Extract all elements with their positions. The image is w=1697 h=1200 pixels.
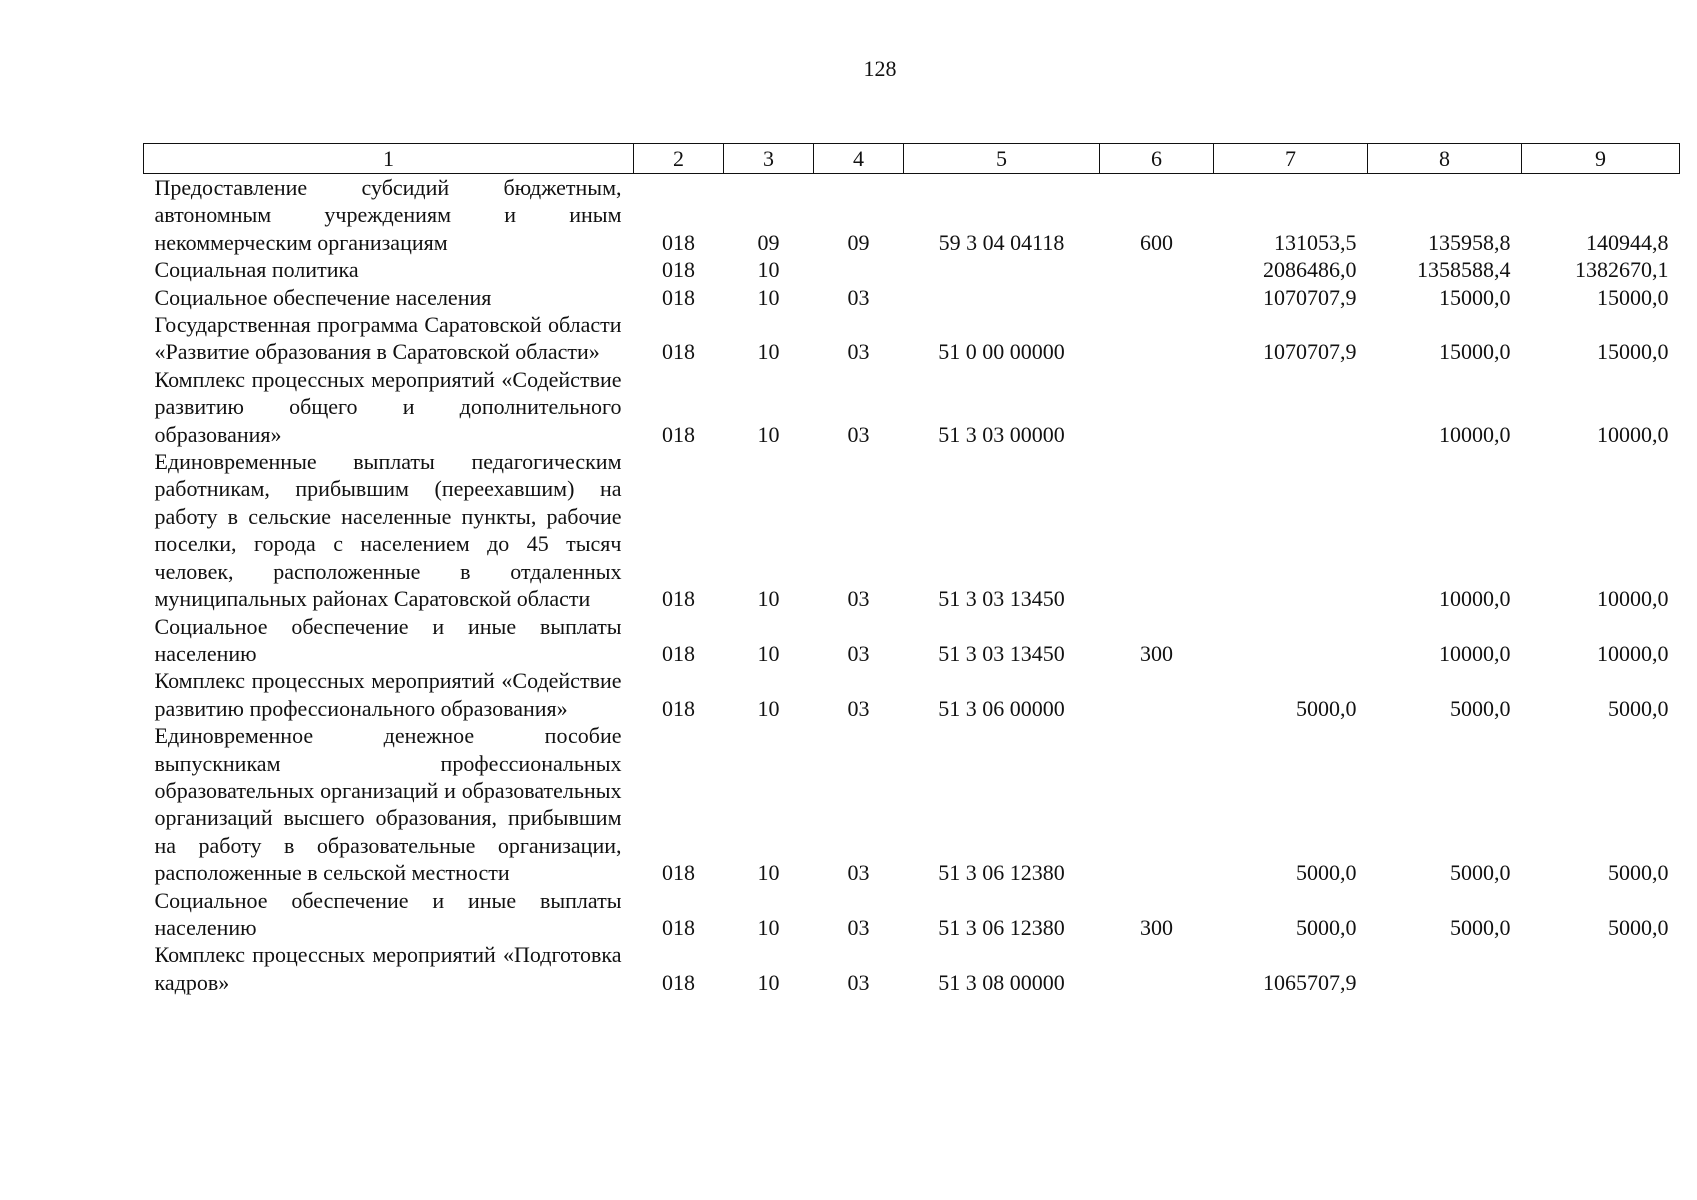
expense-type-code: 600: [1140, 229, 1173, 255]
subsection-code: 03: [847, 914, 870, 940]
table-row: [144, 448, 1680, 612]
amount-col-9: [1522, 941, 1680, 996]
target-article-code: 51 3 03 13450: [938, 640, 1065, 666]
target-article-code: 51 3 06 12380: [938, 860, 1065, 886]
row-name: Социальное обеспечение и иные выплаты населению: [154, 613, 622, 666]
row-name: Единовременные выплаты педагогическим работникам, прибывшим (переехавшим) на работу в сельские населенные пункты, рабочие поселки, города с населением до 45 тысяч человек, расположенные в отдаленных муниципальных районах Саратовской области: [154, 449, 622, 612]
target-article-code: 51 3 06 12380: [938, 914, 1065, 940]
header-cell-4: 4: [814, 144, 904, 174]
subsection-code: 03: [847, 695, 870, 721]
header-cell-9: 9: [1522, 144, 1680, 174]
target-article-code: [904, 256, 1100, 283]
table-row: [144, 284, 1680, 311]
section-code: 10: [757, 257, 780, 283]
expense-type-code: [1100, 941, 1214, 996]
row-name: Государственная программа Саратовской области «Развитие образования в Саратовской области»: [154, 312, 622, 365]
header-row: [144, 144, 1680, 174]
expense-type-code: [1100, 722, 1214, 886]
ministry-code: 018: [662, 969, 695, 995]
ministry-code: 018: [662, 914, 695, 940]
row-name: Единовременное денежное пособие выпускникам профессиональных образовательных организаций и образовательных организаций высшего образования, прибывшим на работу в образовательные организации, расположенные в сельской местности: [154, 723, 622, 886]
target-article-code: 51 3 06 00000: [938, 695, 1065, 721]
table-row: [144, 667, 1680, 722]
header-cell-7: 7: [1214, 144, 1368, 174]
section-code: 10: [757, 860, 780, 886]
section-code: 10: [757, 969, 780, 995]
section-code: 10: [757, 284, 780, 310]
ministry-code: 018: [662, 640, 695, 666]
expense-type-code: [1100, 284, 1214, 311]
row-name: Социальное обеспечение населения: [154, 284, 492, 310]
table-row: [144, 722, 1680, 886]
subsection-code: 03: [847, 339, 870, 365]
section-code: 10: [757, 640, 780, 666]
ministry-code: 018: [662, 229, 695, 255]
target-article-code: 51 3 03 13450: [938, 586, 1065, 612]
subsection-code: 03: [847, 284, 870, 310]
section-code: 10: [757, 914, 780, 940]
table-row: [144, 311, 1680, 366]
ministry-code: 018: [662, 339, 695, 365]
subsection-code: 03: [847, 640, 870, 666]
ministry-code: 018: [662, 586, 695, 612]
amount-col-9: 140944,8: [1586, 229, 1669, 255]
amount-col-7: [1214, 448, 1368, 612]
amount-col-9: 1382670,1: [1575, 257, 1669, 283]
header-cell-5: 5: [904, 144, 1100, 174]
row-name: Комплекс процессных мероприятий «Содействие развитию общего и дополнительного образования»: [154, 366, 622, 447]
target-article-code: 51 0 00 00000: [938, 339, 1065, 365]
expense-type-code: [1100, 311, 1214, 366]
amount-col-8: 5000,0: [1450, 695, 1511, 721]
ministry-code: 018: [662, 284, 695, 310]
header-cell-6: 6: [1100, 144, 1214, 174]
table-row: [144, 366, 1680, 448]
amount-col-7: 1070707,9: [1263, 284, 1357, 310]
section-code: 10: [757, 695, 780, 721]
amount-col-9: 5000,0: [1608, 914, 1669, 940]
subsection-code: 03: [847, 860, 870, 886]
amount-col-7: 1065707,9: [1263, 969, 1357, 995]
amount-col-8: 10000,0: [1439, 640, 1511, 666]
amount-col-9: 10000,0: [1597, 586, 1669, 612]
header-cell-3: 3: [724, 144, 814, 174]
amount-col-7: 2086486,0: [1263, 257, 1357, 283]
amount-col-7: 1070707,9: [1263, 339, 1357, 365]
header-cell-1: 1: [144, 144, 634, 174]
amount-col-9: 15000,0: [1597, 284, 1669, 310]
target-article-code: 59 3 04 04118: [938, 229, 1065, 255]
amount-col-9: 15000,0: [1597, 339, 1669, 365]
expense-type-code: [1100, 256, 1214, 283]
row-name: Социальная политика: [154, 257, 359, 283]
amount-col-7: 131053,5: [1274, 229, 1357, 255]
amount-col-9: 10000,0: [1597, 421, 1669, 447]
expense-type-code: 300: [1140, 640, 1173, 666]
ministry-code: 018: [662, 695, 695, 721]
table-row: [144, 256, 1680, 283]
section-code: 10: [757, 339, 780, 365]
amount-col-7: 5000,0: [1296, 860, 1357, 886]
table-row: [144, 941, 1680, 996]
budget-table: [143, 143, 1680, 996]
subsection-code: 09: [847, 229, 870, 255]
expense-type-code: [1100, 448, 1214, 612]
row-name: Социальное обеспечение и иные выплаты населению: [154, 887, 622, 940]
subsection-code: 03: [847, 421, 870, 447]
amount-col-8: 5000,0: [1450, 914, 1511, 940]
amount-col-8: 15000,0: [1439, 284, 1511, 310]
table-row: [144, 174, 1680, 257]
page-number: 128: [863, 56, 897, 81]
header-cell-8: 8: [1368, 144, 1522, 174]
subsection-code: 03: [847, 969, 870, 995]
amount-col-9: 5000,0: [1608, 695, 1669, 721]
header-cell-2: 2: [634, 144, 724, 174]
amount-col-9: 10000,0: [1597, 640, 1669, 666]
subsection-code: 03: [847, 586, 870, 612]
row-name: Предоставление субсидий бюджетным, автономным учреждениям и иным некоммерческим организациям: [154, 175, 622, 255]
target-article-code: [904, 284, 1100, 311]
expense-type-code: [1100, 667, 1214, 722]
expense-type-code: [1100, 366, 1214, 448]
target-article-code: 51 3 08 00000: [938, 969, 1065, 995]
table-row: [144, 613, 1680, 668]
amount-col-8: 10000,0: [1439, 421, 1511, 447]
amount-col-8: [1368, 941, 1522, 996]
amount-col-8: 1358588,4: [1417, 257, 1511, 283]
row-name: Комплекс процессных мероприятий «Содействие развитию профессионального образования»: [154, 668, 622, 721]
amount-col-7: [1214, 366, 1368, 448]
expense-type-code: 300: [1140, 914, 1173, 940]
target-article-code: 51 3 03 00000: [938, 421, 1065, 447]
table-row: [144, 887, 1680, 942]
amount-col-8: 15000,0: [1439, 339, 1511, 365]
section-code: 10: [757, 586, 780, 612]
amount-col-8: 10000,0: [1439, 586, 1511, 612]
row-name: Комплекс процессных мероприятий «Подготовка кадров»: [154, 942, 622, 995]
ministry-code: 018: [662, 421, 695, 447]
subsection-code: [814, 256, 904, 283]
amount-col-8: 5000,0: [1450, 860, 1511, 886]
amount-col-7: [1214, 613, 1368, 668]
section-code: 10: [757, 421, 780, 447]
amount-col-7: 5000,0: [1296, 695, 1357, 721]
amount-col-8: 135958,8: [1428, 229, 1511, 255]
section-code: 09: [757, 229, 780, 255]
amount-col-7: 5000,0: [1296, 914, 1357, 940]
amount-col-9: 5000,0: [1608, 860, 1669, 886]
ministry-code: 018: [662, 860, 695, 886]
ministry-code: 018: [662, 257, 695, 283]
